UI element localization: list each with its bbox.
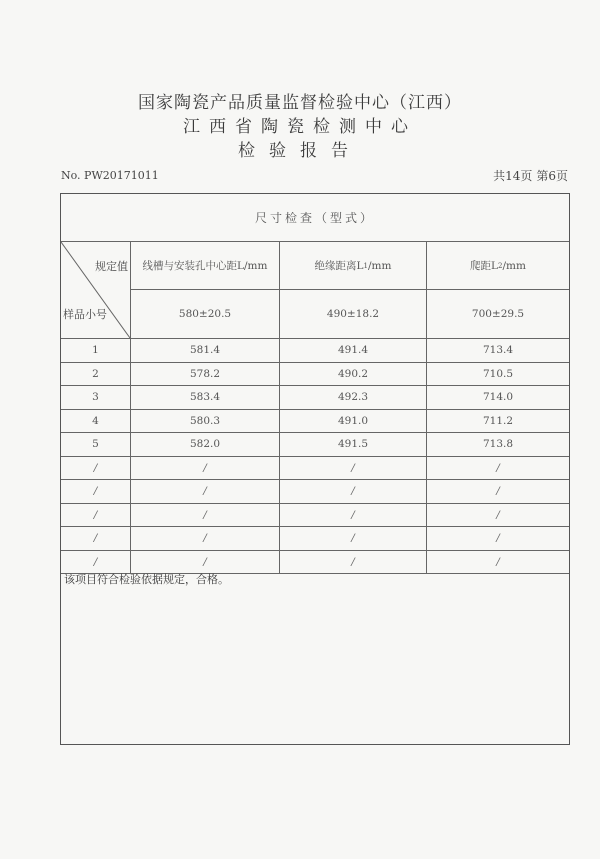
corner-top-label: 规定值: [95, 260, 128, 273]
table-cell: 580.3: [130, 410, 279, 433]
table-cell: 578.2: [130, 363, 279, 386]
table-cell: 490.2: [279, 363, 426, 386]
table-cell: 582.0: [130, 433, 279, 456]
column-1-name: 线槽与安装孔中心距 L /mm: [131, 242, 279, 290]
table-cell: /: [130, 551, 279, 574]
table-cell: 3: [92, 391, 99, 404]
table-cell: /: [130, 527, 279, 550]
table-cell: /: [426, 551, 569, 574]
header-line-3: 检验报告: [238, 141, 362, 161]
header-row: [61, 242, 569, 339]
header-line-1: 国家陶瓷产品质量监督检验中心（江西）: [138, 93, 462, 113]
corner-diagonal: [61, 242, 130, 338]
column-2-header: [279, 242, 426, 338]
table-cell: /: [93, 485, 98, 498]
page-indicator: [489, 167, 568, 184]
table-row: [61, 339, 569, 363]
table-cell: 710.5: [426, 363, 569, 386]
corner-cell: [61, 242, 130, 338]
column-3-spec: 700±29.5: [471, 308, 525, 320]
table-cell: 583.4: [130, 386, 279, 409]
table-cell: 711.2: [426, 410, 569, 433]
table-cell: 2: [92, 367, 99, 380]
report-number: No. PW20171011: [61, 169, 159, 182]
corner-bottom-label: 样品小号: [63, 308, 107, 321]
table-cell: /: [130, 504, 279, 527]
table-row: [61, 457, 569, 481]
table-cell: /: [426, 527, 569, 550]
table-cell: /: [426, 457, 569, 480]
table-cell: /: [93, 555, 98, 568]
table-cell: /: [130, 480, 279, 503]
header-line-2: 江西省陶瓷检测中心: [183, 117, 417, 137]
column-3-header: [426, 242, 569, 338]
table-row: [61, 410, 569, 434]
table-cell: /: [93, 508, 98, 521]
table-cell: 491.5: [279, 433, 426, 456]
column-2-spec: 490±18.2: [326, 308, 380, 320]
table-cell: /: [279, 480, 426, 503]
table-cell: /: [130, 457, 279, 480]
table-row: [61, 433, 569, 457]
table-row: [61, 363, 569, 387]
table-cell: /: [279, 527, 426, 550]
table-title: 尺寸检查（型式）: [254, 211, 375, 225]
table-cell: /: [279, 504, 426, 527]
table-cell: /: [426, 480, 569, 503]
column-2-name: 绝缘距离 L 1 /mm: [280, 242, 426, 290]
inspection-table: [60, 193, 570, 745]
table-cell: 714.0: [426, 386, 569, 409]
table-cell: 492.3: [279, 386, 426, 409]
page-total: 共14页: [493, 169, 533, 183]
table-row: [61, 527, 569, 551]
table-cell: 4: [92, 414, 99, 427]
table-cell: /: [93, 461, 98, 474]
table-cell: /: [279, 551, 426, 574]
column-1-header: [130, 242, 279, 338]
table-cell: 5: [92, 438, 99, 451]
table-cell: 581.4: [130, 339, 279, 362]
table-cell: 491.4: [279, 339, 426, 362]
table-cell: 713.8: [426, 433, 569, 456]
table-cell: /: [279, 457, 426, 480]
page-current: 第6页: [536, 169, 568, 183]
table-row: [61, 480, 569, 504]
table-row: [61, 504, 569, 528]
column-1-spec: 580±20.5: [178, 308, 232, 320]
table-cell: /: [93, 532, 98, 545]
table-title-row: [61, 194, 569, 242]
conclusion-text: 该项目符合检验依据规定，合格。: [64, 573, 229, 586]
table-cell: 1: [92, 344, 99, 357]
table-cell: 713.4: [426, 339, 569, 362]
table-cell: 491.0: [279, 410, 426, 433]
table-cell: /: [426, 504, 569, 527]
table-row: [61, 386, 569, 410]
column-3-name: 爬距 L 2 /mm: [427, 242, 569, 290]
